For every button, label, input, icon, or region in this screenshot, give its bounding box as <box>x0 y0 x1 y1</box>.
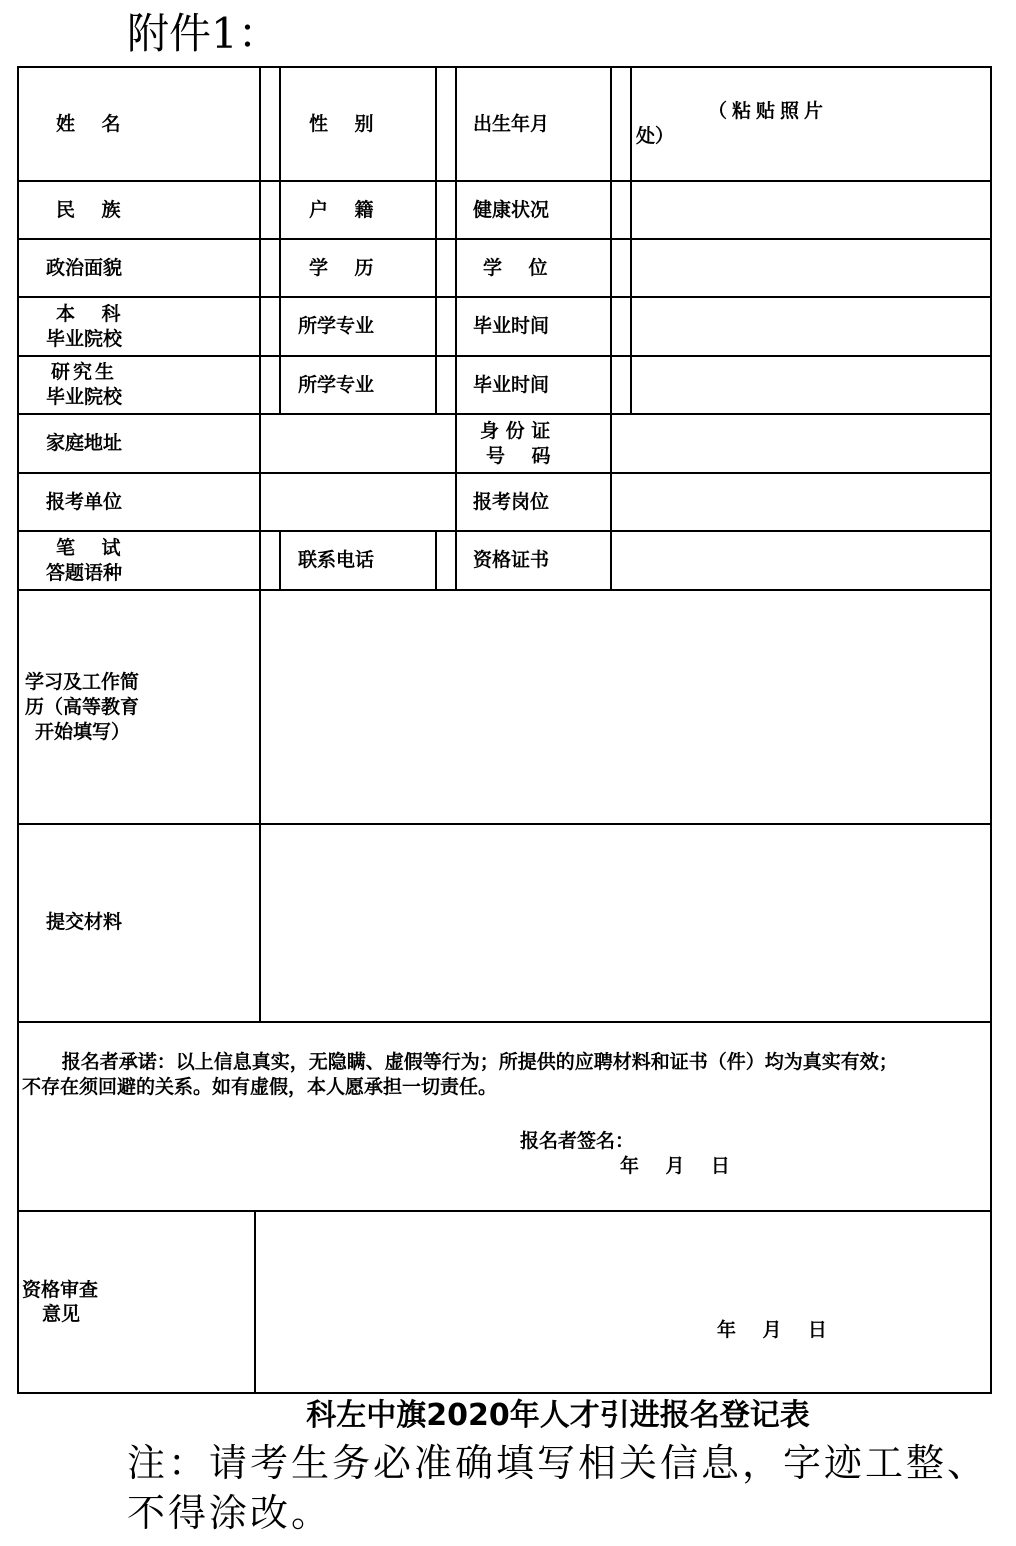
label-phone: 联系电话 <box>298 549 375 571</box>
label-id-number: 身 份 证 <box>480 420 551 442</box>
label-photo-placeholder-cont: 处） <box>636 125 675 147</box>
column-divider <box>630 66 632 415</box>
label-resume: 学习及工作简 <box>25 671 140 693</box>
row-divider <box>17 1021 992 1023</box>
label-home-address: 家庭地址 <box>46 432 123 454</box>
label-review-opinion: 意见 <box>42 1303 81 1325</box>
label-education: 学 历 <box>309 257 374 279</box>
label-applied-post: 报考岗位 <box>473 491 550 513</box>
column-divider <box>254 1210 256 1394</box>
row-divider <box>17 296 992 298</box>
label-ethnicity: 民 族 <box>56 199 121 221</box>
row-divider <box>17 530 992 532</box>
label-name: 姓 名 <box>56 113 121 135</box>
row-divider <box>17 823 992 825</box>
label-undergrad-school: 毕业院校 <box>46 328 123 350</box>
column-divider <box>610 66 612 591</box>
row-divider <box>17 589 992 591</box>
column-divider <box>279 530 281 591</box>
label-postgrad-school: 毕业院校 <box>46 386 123 408</box>
label-review-date: 年 月 日 <box>717 1319 827 1341</box>
label-qualification-review: 资格审查 <box>22 1279 99 1301</box>
label-written-exam: 笔 试 <box>56 537 121 559</box>
label-birth-date: 出生年月 <box>473 113 550 135</box>
label-health: 健康状况 <box>473 199 550 221</box>
label-submitted-materials: 提交材料 <box>46 911 123 933</box>
label-hukou: 户 籍 <box>309 199 374 221</box>
pledge-text-cont: 不存在须回避的关系。如有虚假，本人愿承担一切责任。 <box>22 1076 498 1098</box>
column-divider <box>435 530 437 591</box>
label-certificate: 资格证书 <box>473 549 550 571</box>
column-divider <box>435 66 437 415</box>
label-political-status: 政治面貌 <box>46 257 123 279</box>
label-undergrad-grad-time: 毕业时间 <box>473 315 550 337</box>
label-postgrad: 研究生 <box>51 361 118 383</box>
label-undergrad: 本 科 <box>56 303 121 325</box>
row-divider <box>17 238 992 240</box>
attachment-label: 附件1： <box>127 9 280 58</box>
row-divider <box>17 1210 992 1212</box>
label-degree: 学 位 <box>483 257 548 279</box>
label-resume-cont: 历（高等教育 <box>25 696 140 718</box>
instruction-note: 注：请考生务必准确填写相关信息，字迹工整、不得涂改。 <box>127 1441 989 1535</box>
label-postgrad-grad-time: 毕业时间 <box>473 374 550 396</box>
label-pledge-date: 年 月 日 <box>620 1155 730 1177</box>
label-resume-cont2: 开始填写） <box>35 721 131 743</box>
label-exam-language: 答题语种 <box>46 562 123 584</box>
label-signature: 报名者签名： <box>520 1130 635 1152</box>
column-divider <box>259 66 261 1023</box>
column-divider <box>455 66 457 591</box>
row-divider <box>17 472 992 474</box>
row-divider <box>17 413 992 415</box>
row-divider <box>17 180 992 182</box>
label-photo-placeholder: （粘贴照片 <box>708 100 829 122</box>
row-divider <box>17 355 992 357</box>
label-id-number-cont: 号 码 <box>486 445 551 467</box>
label-gender: 性 别 <box>309 113 374 135</box>
label-applied-unit: 报考单位 <box>46 491 123 513</box>
label-postgrad-major: 所学专业 <box>298 374 375 396</box>
pledge-text: 报名者承诺：以上信息真实，无隐瞒、虚假等行为；所提供的应聘材料和证书（件）均为真实有效； <box>22 1051 898 1073</box>
form-title: 科左中旗2020年人才引进报名登记表 <box>306 1398 810 1433</box>
column-divider <box>279 66 281 415</box>
label-undergrad-major: 所学专业 <box>298 315 375 337</box>
